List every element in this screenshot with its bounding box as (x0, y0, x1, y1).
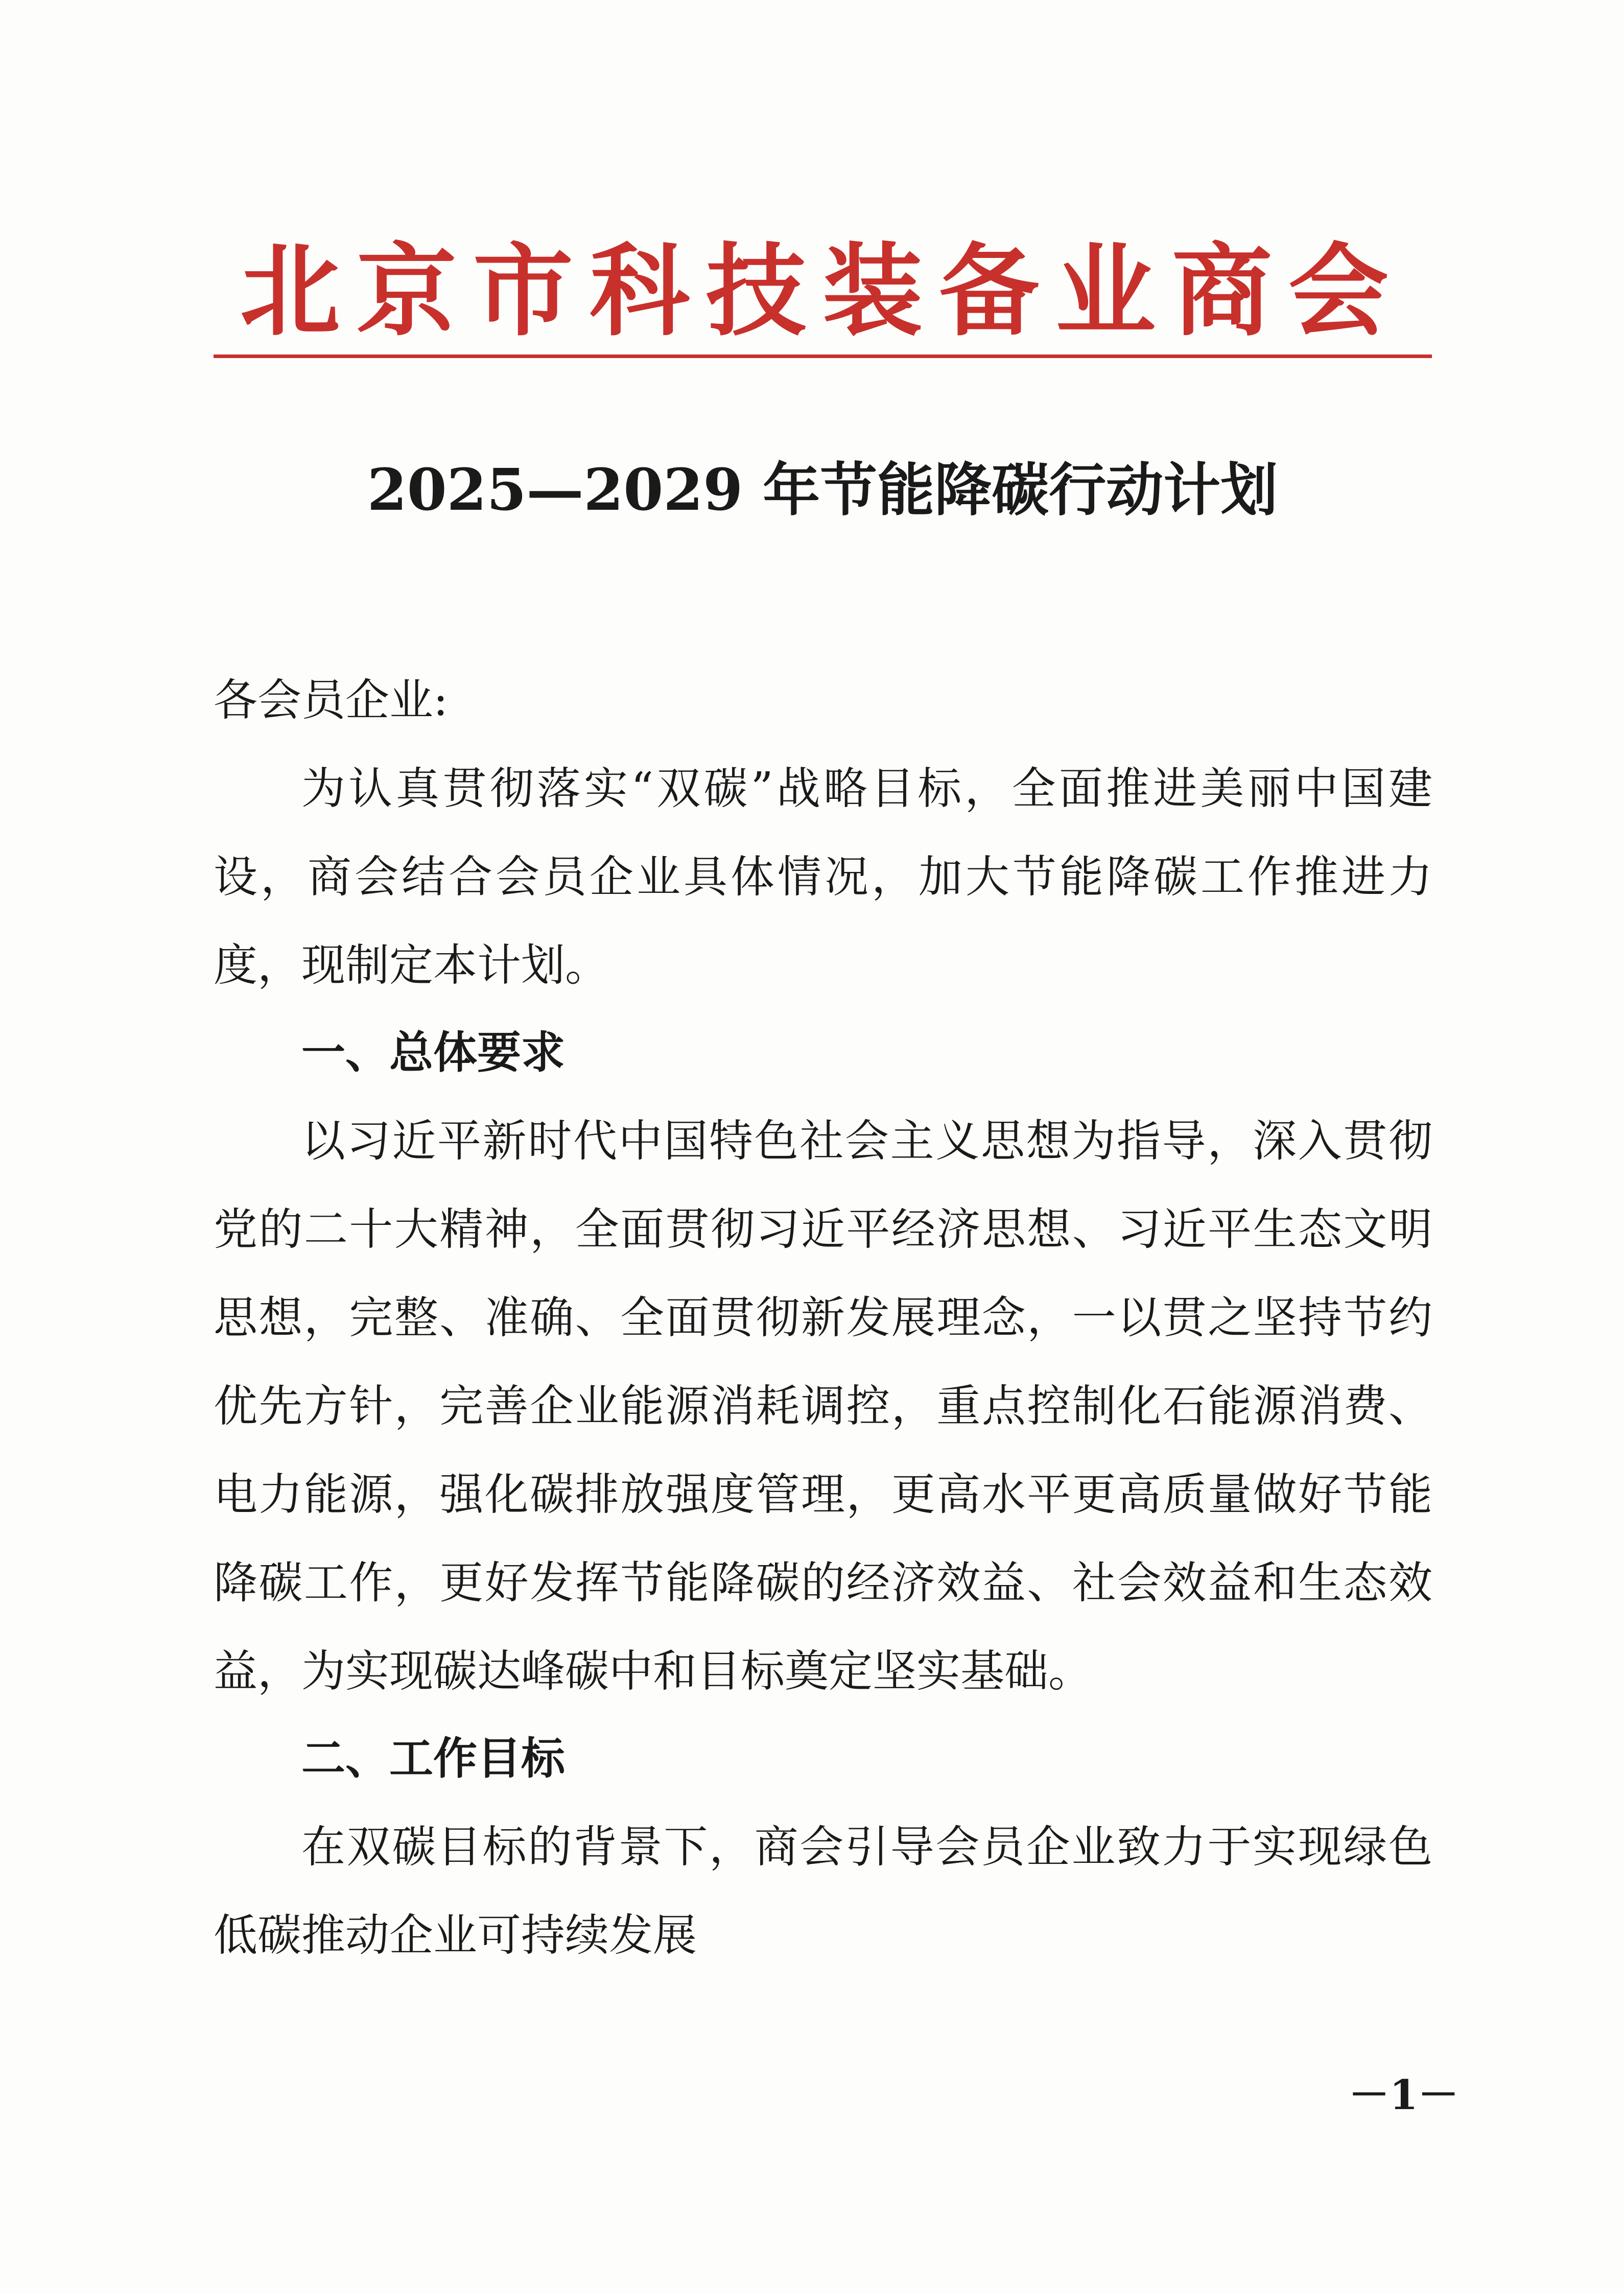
page-number: －1－ (1349, 2071, 1459, 2119)
section-paragraph: 在双碳目标的背景下，商会引导会员企业致力于实现绿色低碳推动企业可持续发展 (214, 1822, 1432, 1961)
section-heading: 一、总体要求 (301, 1027, 565, 1078)
section-paragraph: 以习近平新时代中国特色社会主义思想为指导，深入贯彻党的二十大精神，全面贯彻习近平经济思想、习近平生态文明思想，完整、准确、全面贯彻新发展理念，一以贯之坚持节约优先方针，完善企业能源消耗调控，重点控制化石能源消费、电力能源，强化碳排放强度管理，更高水平更高质量做好节能降碳工作，更好发挥节能降碳的经济效益、社会效益和生态效益，为实现碳达峰碳中和目标奠定坚实基础。 (214, 1116, 1432, 1697)
letterhead-red-rule (214, 354, 1432, 358)
section-heading: 二、工作目标 (301, 1733, 565, 1784)
organization-letterhead: 北京市科技装备业商会 (240, 232, 1405, 350)
document-title: 2025—2029 年节能降碳行动计划 (367, 457, 1278, 524)
intro-paragraph: 为认真贯彻落实“双碳”战略目标，全面推进美丽中国建设，商会结合会员企业具体情况，加大节能降碳工作推进力度，现制定本计划。 (214, 763, 1432, 991)
salutation: 各会员企业: (214, 675, 448, 726)
